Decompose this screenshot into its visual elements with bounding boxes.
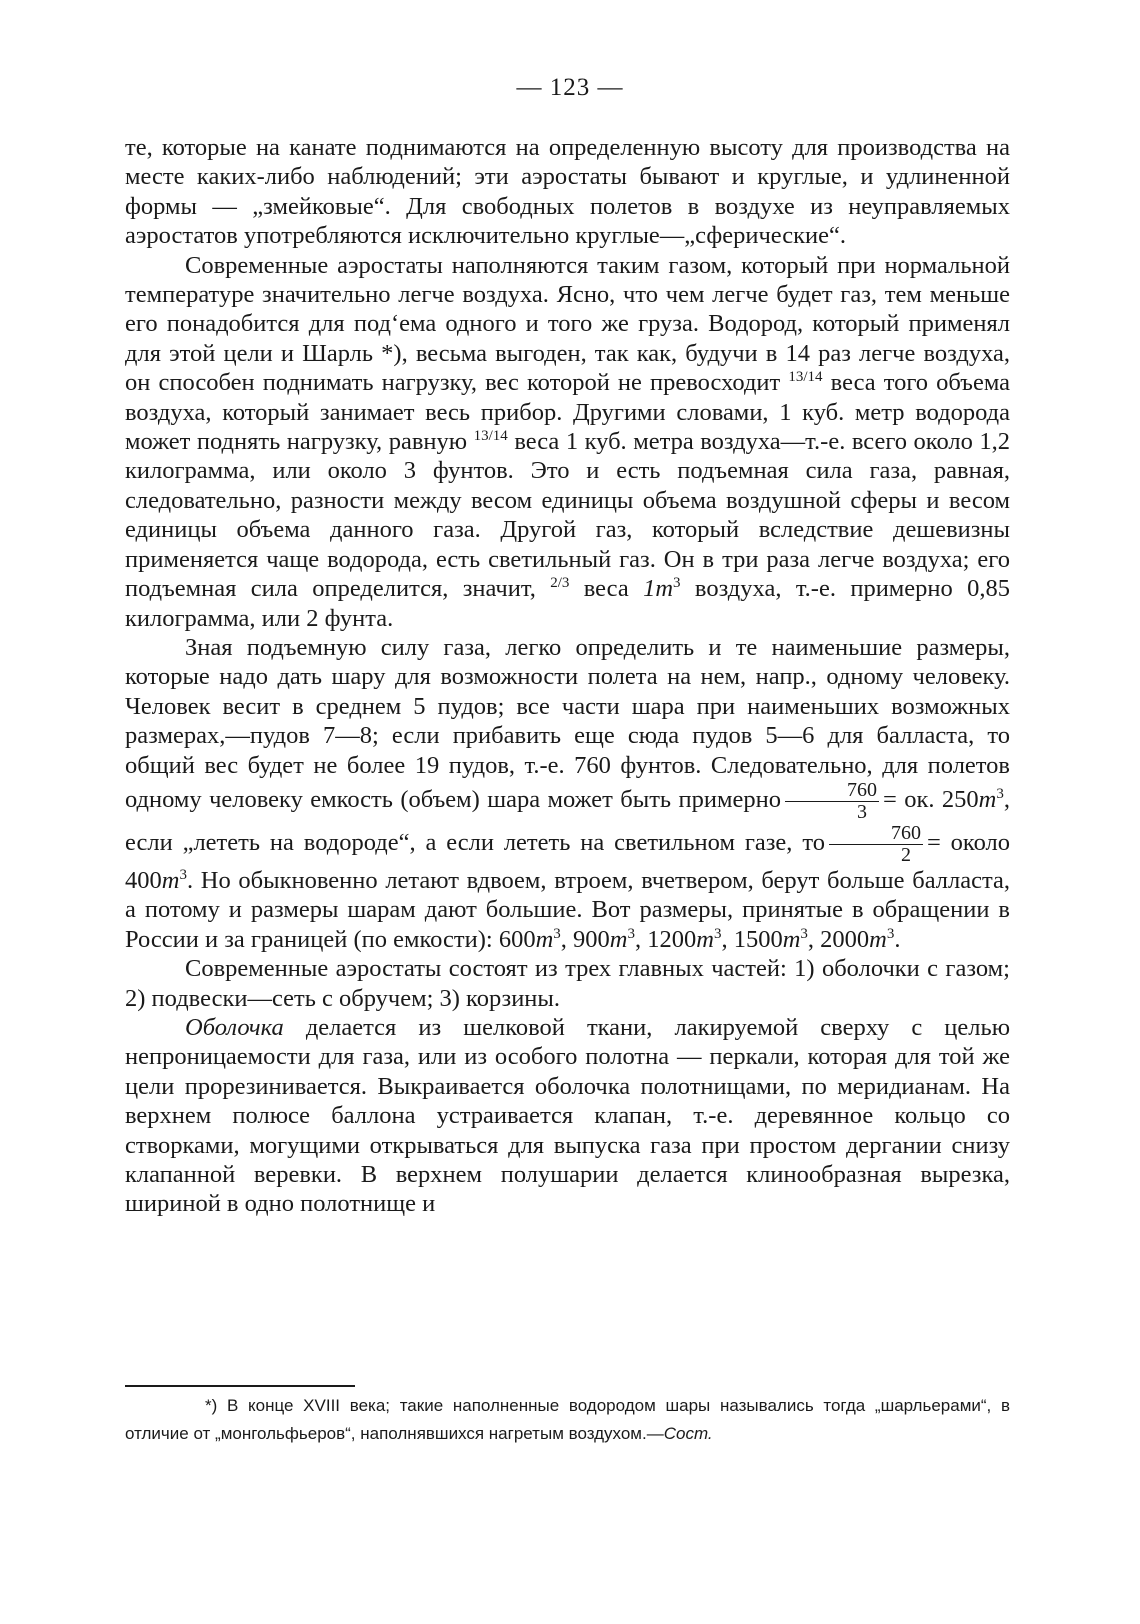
size-600: 600 <box>498 925 536 953</box>
unit-exponent: 3 <box>179 866 187 883</box>
unit-m: m <box>609 925 628 953</box>
paragraph-5 <box>125 1013 1010 1219</box>
footnote-divider <box>125 1385 355 1387</box>
paragraph-2-text-a: Современные аэростаты наполняются таким газом, который при нормальной температуре значительно легче воздуха. Ясно, что чем легче будет газ, тем меньше его понадобится для под‘ема одного и того же груза. Водород, который применял для этой цели и Шарль *), весьма выгоден, так как, будучи в 14 раз легче воздуха, он способен поднимать нагрузку, вес которой не превосходит <box>125 251 1010 397</box>
size-900: 900 <box>573 925 610 953</box>
paragraph-2-text-d: веса <box>583 575 629 603</box>
paragraph-2-text-c: веса 1 куб. метра воздуха—т.-е. всего около 1,2 килограмма, или около 3 фунтов. Это и есть подъемная сила газа, равная, следовательно, разности между весом единицы объема воздушной сферы и весом единицы объема данного газа. Другой газ, который вследствие дешевизны применяется чаще водорода, есть светильный газ. Он в три раза легче воздуха; его подъемная сила определится, значит, <box>125 428 1011 603</box>
footnote-signature: Сост. <box>663 1424 713 1443</box>
size-1200: 1200 <box>647 925 697 953</box>
size-1500: 1500 <box>733 925 783 953</box>
paragraph-3: Зная подъемную силу газа, легко определить и те наименьшие размеры, которые надо дать шару для возможности полета на нем, напр., одному человеку. Человек весит в среднем 5 пудов; все части шара при наименьших возможных размерах,—пудов 7—8; если прибавить еще сюда пудов 5—6 для балласта, то общий вес будет не более 19 пудов, т.-е. 760 фунтов. Следовательно, для полетов одному человеку емкость (объем) шара может быть примерно $\frac{760}{3}$ = ок. $250m^3$, если „лететь на водороде“, а если лететь на светильном газе, то $\frac{760}{2}$ = около $400m^3$. Но обыкновенно летают вдвоем, втроем, вчетвером, берут больше балласта, а потому и размеры шарам дают большие. Вот размеры, принятые в обращении в России и за границей (по емкости): $600m^3$, $900m^3$, $1200m^3$, $1500m^3$, $2000m^3$. <box>125 633 1010 953</box>
unit-m: m <box>782 925 801 953</box>
formula-fraction-760-3 <box>785 780 879 823</box>
unit-exponent: 3 <box>886 925 895 942</box>
size-2000: 2000 <box>820 925 870 953</box>
paragraph-2-text-b: веса того объема воздуха, который занимает весь прибор. Другими словами, 1 куб. метр водорода может поднять нагрузку, равную <box>125 369 1011 456</box>
main-text <box>125 133 1010 1219</box>
paragraph-2 <box>125 251 1010 633</box>
page-number: — 123 — <box>516 74 624 101</box>
unit-exponent: 3 <box>713 925 722 942</box>
fraction-denominator: 3 <box>856 800 867 823</box>
paragraph-4: Современные аэростаты состоят из трех главных частей: 1) оболочки с газом; 2) подвески—сеть с обручем; 3) корзины. <box>125 955 1010 1012</box>
footnote-text: *) В конце XVIII века; такие наполненные водородом шары назывались тогда „шарльерами“, в отличие от „монгольфьеров“, наполнявшихся нагретым воздухом.— <box>125 1396 1010 1443</box>
paragraph-3-text-e: . Но обыкновенно летают вдвоем, втроем, вчетвером, берут больше балласта, а потому и размеры шарам дают большие. Вот размеры, принятые в обращении в России и за границей (по емкости): <box>125 866 1010 953</box>
fraction-numerator: 760 <box>829 823 923 845</box>
unit-exponent: 3 <box>996 785 1004 802</box>
paragraph-3-text-d: = около 400 <box>125 829 1010 894</box>
unit-m: m <box>869 925 887 953</box>
unit-m: m <box>696 925 714 953</box>
unit-cubic-meter: 1m <box>643 575 674 603</box>
unit-m: m <box>161 866 180 894</box>
paragraph-2-text-e: воздуха, т.-е. примерно 0,85 килограмма, или 2 фунта. <box>125 575 1011 632</box>
paragraph-3-text-b: = ок. 250 <box>882 786 979 814</box>
paragraph-1: те, которые на канате поднимаются на определенную высоту для производства на месте каких-либо наблюдений; эти аэростаты бывают и круглые, и удлиненной формы — „змейковые“. Для свободных полетов в воздухе из неуправляемых аэростатов употребляются исключительно круглые—„сферические“. <box>125 134 1010 250</box>
paragraph-5-text: делается из шелковой ткани, лакируемой сверху с целью непроницаемости для газа, или из особого полотна — перкали, которая для той же цели прорезинивается. Выкраивается оболочка полотнищами, по меридианам. На верхнем полюсе баллона устраивается клапан, т.-е. деревянное кольцо со створками, могущими открываться для выпуска газа при простом дергании снизу клапанной веревки. В верхнем полушарии делается клинообразная вырезка, шириной в одно полотнище и <box>125 1013 1010 1218</box>
formula-fraction-760-2 <box>829 823 923 866</box>
fraction-denominator: 2 <box>900 843 911 866</box>
unit-exponent: 3 <box>800 925 808 942</box>
paragraph-3-text-a: Зная подъемную силу газа, легко определить и те наименьшие размеры, которые надо дать шару для возможности полета на нем, напр., одному человеку. Человек весит в среднем 5 пудов; все части шара при наименьших возможных размерах,—пудов 7—8; если прибавить еще сюда пудов 5—6 для балласта, то общий вес будет не более 19 пудов, т.-е. 760 фунтов. Следовательно, для полетов одному человеку емкость (объем) шара может быть примерно <box>125 633 1010 814</box>
fraction-13-14-second: 13/14 <box>473 427 508 444</box>
footnote <box>125 1392 1010 1448</box>
fraction-numerator: 760 <box>785 780 879 802</box>
term-obolochka: Оболочка <box>185 1013 284 1041</box>
paragraph-3-text-c: , если „лететь на водороде“, а если лететь на светильном газе, то <box>125 786 1010 857</box>
unit-exponent: 3 <box>627 925 635 942</box>
unit-exponent: 3 <box>673 574 681 591</box>
unit-m: m <box>978 786 997 814</box>
fraction-2-3: 2/3 <box>550 574 570 591</box>
unit-exponent: 3 <box>553 925 561 942</box>
unit-m: m <box>535 925 554 953</box>
fraction-13-14: 13/14 <box>788 369 823 386</box>
